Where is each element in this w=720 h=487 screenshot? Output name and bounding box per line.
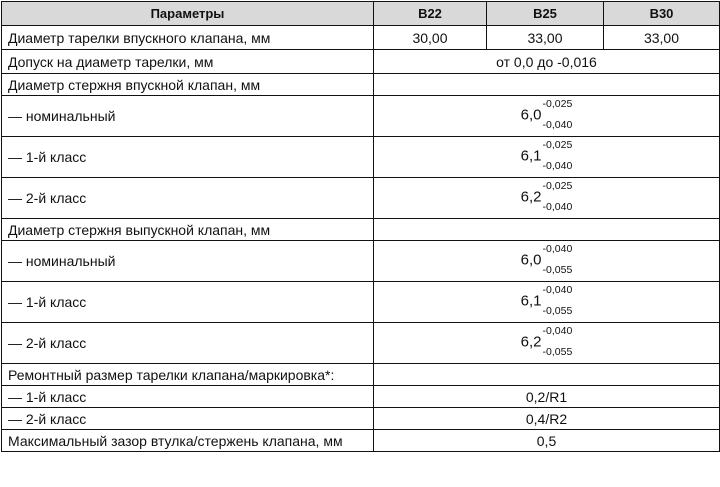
row-label: — номинальный	[2, 241, 374, 282]
tolerance-value	[520, 98, 573, 131]
tolerance-lower: -0,055	[542, 264, 573, 276]
tolerance-value	[520, 243, 573, 276]
tolerance-base: 6,0	[520, 106, 542, 124]
table-row	[2, 282, 720, 323]
table-row	[2, 408, 720, 430]
tolerance-lower: -0,040	[542, 119, 573, 131]
row-label: — 2-й класс	[2, 178, 374, 219]
cell-value: 0,4/R2	[374, 408, 720, 430]
tolerance-upper: -0,025	[542, 139, 573, 151]
table-row	[2, 137, 720, 178]
tolerance-value	[520, 284, 573, 317]
tolerance-upper: -0,040	[542, 284, 573, 296]
header-row	[2, 2, 720, 26]
table-row	[2, 364, 720, 386]
table-row	[2, 50, 720, 74]
tolerance-lower: -0,055	[542, 305, 573, 317]
tolerance-upper: -0,040	[542, 325, 573, 337]
cell-b30: 33,00	[604, 26, 720, 50]
table-row	[2, 74, 720, 96]
tolerance-value	[520, 139, 573, 172]
row-heading: Ремонтный размер тарелки клапана/маркировка*:	[2, 364, 374, 386]
tolerance-base: 6,1	[520, 292, 542, 310]
table-row	[2, 323, 720, 364]
tolerance-base: 6,2	[520, 188, 542, 206]
row-label: Допуск на диаметр тарелки, мм	[2, 50, 374, 74]
valve-spec-table	[1, 1, 720, 452]
cell-empty	[374, 364, 720, 386]
row-label: — 2-й класс	[2, 323, 374, 364]
table-row	[2, 430, 720, 452]
cell-b22: 30,00	[374, 26, 487, 50]
cell-tolerance	[374, 96, 720, 137]
header-params: Параметры	[2, 2, 374, 26]
row-label: Максимальный зазор втулка/стержень клапана, мм	[2, 430, 374, 452]
table-row	[2, 219, 720, 241]
cell-value: от 0,0 до -0,016	[374, 50, 720, 74]
header-b30: B30	[604, 2, 720, 26]
tolerance-lower: -0,040	[542, 160, 573, 172]
row-label: — 1-й класс	[2, 282, 374, 323]
header-b22: B22	[374, 2, 487, 26]
table-row	[2, 386, 720, 408]
cell-tolerance	[374, 323, 720, 364]
tolerance-lower: -0,055	[542, 346, 573, 358]
cell-empty	[374, 219, 720, 241]
cell-tolerance	[374, 178, 720, 219]
tolerance-base: 6,2	[520, 333, 542, 351]
table-row	[2, 26, 720, 50]
tolerance-base: 6,0	[520, 251, 542, 269]
tolerance-upper: -0,040	[542, 243, 573, 255]
row-label: Диаметр тарелки впускного клапана, мм	[2, 26, 374, 50]
tolerance-lower: -0,040	[542, 201, 573, 213]
cell-empty	[374, 74, 720, 96]
tolerance-upper: -0,025	[542, 180, 573, 192]
cell-tolerance	[374, 282, 720, 323]
cell-tolerance	[374, 241, 720, 282]
tolerance-value	[520, 325, 573, 358]
header-b25: B25	[487, 2, 604, 26]
cell-value: 0,5	[374, 430, 720, 452]
row-label: — 1-й класс	[2, 386, 374, 408]
cell-value: 0,2/R1	[374, 386, 720, 408]
tolerance-upper: -0,025	[542, 98, 573, 110]
row-label: — 1-й класс	[2, 137, 374, 178]
row-label: — номинальный	[2, 96, 374, 137]
cell-b25: 33,00	[487, 26, 604, 50]
row-heading: Диаметр стержня выпускной клапан, мм	[2, 219, 374, 241]
tolerance-value	[520, 180, 573, 213]
table-row	[2, 241, 720, 282]
table-row	[2, 96, 720, 137]
cell-tolerance	[374, 137, 720, 178]
row-label: — 2-й класс	[2, 408, 374, 430]
tolerance-base: 6,1	[520, 147, 542, 165]
row-heading: Диаметр стержня впускной клапан, мм	[2, 74, 374, 96]
table-row	[2, 178, 720, 219]
